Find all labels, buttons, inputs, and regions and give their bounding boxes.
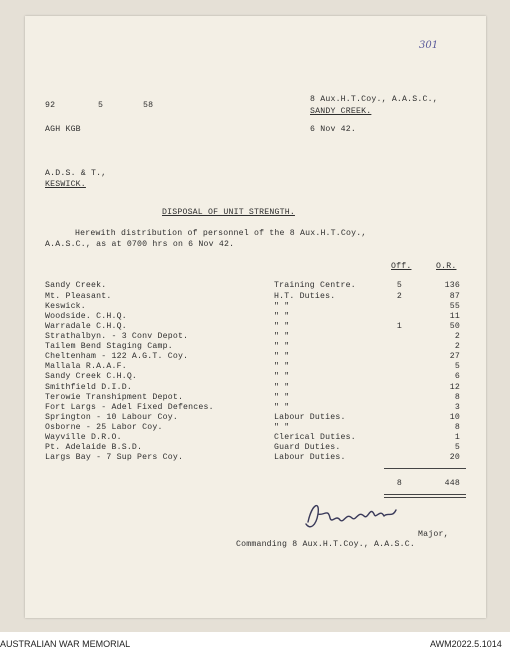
ref-number-c: 58 — [143, 101, 154, 110]
row-duty: " " — [274, 393, 290, 402]
row-or: 2 — [454, 342, 460, 351]
ref-number-b: 5 — [98, 101, 104, 110]
row-place: Woodside. C.H.Q. — [45, 312, 127, 321]
addressee-line1: A.D.S. & T., — [45, 169, 107, 178]
row-place: Smithfield D.I.D. — [45, 383, 132, 392]
subject-heading: DISPOSAL OF UNIT STRENGTH. — [162, 208, 295, 217]
row-duty: Labour Duties. — [274, 413, 346, 422]
row-duty: " " — [274, 352, 290, 361]
row-place: Osborne - 25 Labor Coy. — [45, 423, 163, 432]
total-rule-top — [384, 468, 466, 469]
row-place: Terowie Transhipment Depot. — [45, 393, 184, 402]
row-or: 50 — [449, 322, 460, 331]
row-or: 11 — [449, 312, 460, 321]
row-or: 55 — [449, 302, 460, 311]
row-or: 87 — [449, 292, 460, 301]
row-or: 8 — [454, 393, 460, 402]
row-place: Sandy Creek. — [45, 281, 107, 290]
row-or: 5 — [454, 443, 460, 452]
row-or: 20 — [449, 453, 460, 462]
footer-institution: AUSTRALIAN WAR MEMORIAL — [0, 639, 131, 649]
row-place: Mallala R.A.A.F. — [45, 362, 127, 371]
row-duty: Clerical Duties. — [274, 433, 356, 442]
row-duty: " " — [274, 423, 290, 432]
row-place: Springton - 10 Labour Coy. — [45, 413, 178, 422]
row-duty: H.T. Duties. — [274, 292, 336, 301]
folio-number: 301 — [419, 40, 439, 51]
row-or: 5 — [454, 362, 460, 371]
row-off: 5 — [396, 281, 402, 290]
row-place: Fort Largs - Adel Fixed Defences. — [45, 403, 214, 412]
row-place: Pt. Adelaide B.S.D. — [45, 443, 143, 452]
row-or: 6 — [454, 372, 460, 381]
row-duty: Guard Duties. — [274, 443, 341, 452]
row-duty: " " — [274, 362, 290, 371]
row-duty: " " — [274, 372, 290, 381]
row-or: 8 — [454, 423, 460, 432]
row-off: 1 — [396, 322, 402, 331]
ref-number-a: 92 — [45, 101, 56, 110]
row-place: Sandy Creek C.H.Q. — [45, 372, 138, 381]
row-place: Keswick. — [45, 302, 86, 311]
signature-title: Commanding 8 Aux.H.T.Coy., A.A.S.C. — [236, 540, 415, 549]
row-duty: " " — [274, 342, 290, 351]
row-duty: Labour Duties. — [274, 453, 346, 462]
total-or: 448 — [444, 479, 460, 488]
column-header-or: O.R. — [436, 262, 457, 271]
signature-rank: Major, — [418, 530, 449, 539]
row-duty: " " — [274, 383, 290, 392]
footer-accession: AWM2022.5.1014 — [430, 639, 502, 649]
intro-line2: A.A.S.C., as at 0700 hrs on 6 Nov 42. — [45, 240, 235, 249]
signature-image — [300, 494, 410, 534]
sender-unit: 8 Aux.H.T.Coy., A.A.S.C., — [310, 95, 438, 104]
row-place: Largs Bay - 7 Sup Pers Coy. — [45, 453, 184, 462]
row-or: 1 — [454, 433, 460, 442]
row-place: Cheltenham - 122 A.G.T. Coy. — [45, 352, 189, 361]
row-duty: " " — [274, 312, 290, 321]
total-off: 8 — [396, 479, 402, 488]
ref-initials: AGH KGB — [45, 125, 81, 134]
row-off: 2 — [396, 292, 402, 301]
intro-line1: Herewith distribution of personnel of the 8 Aux.H.T.Coy., — [75, 229, 367, 238]
row-duty: " " — [274, 332, 290, 341]
row-or: 27 — [449, 352, 460, 361]
row-place: Tailem Bend Staging Camp. — [45, 342, 173, 351]
row-duty: " " — [274, 302, 290, 311]
row-duty: Training Centre. — [274, 281, 356, 290]
row-place: Warradale C.H.Q. — [45, 322, 127, 331]
row-or: 12 — [449, 383, 460, 392]
sender-location: SANDY CREEK. — [310, 107, 372, 116]
row-place: Wayville D.R.O. — [45, 433, 122, 442]
letter-date: 6 Nov 42. — [310, 125, 357, 134]
row-or: 136 — [444, 281, 460, 290]
column-header-off: Off. — [391, 262, 412, 271]
row-duty: " " — [274, 403, 290, 412]
row-place: Mt. Pleasant. — [45, 292, 112, 301]
row-duty: " " — [274, 322, 290, 331]
row-or: 10 — [449, 413, 460, 422]
row-or: 3 — [454, 403, 460, 412]
row-place: Strathalbyn. - 3 Conv Depot. — [45, 332, 189, 341]
addressee-line2: KESWICK. — [45, 180, 86, 189]
row-or: 2 — [454, 332, 460, 341]
